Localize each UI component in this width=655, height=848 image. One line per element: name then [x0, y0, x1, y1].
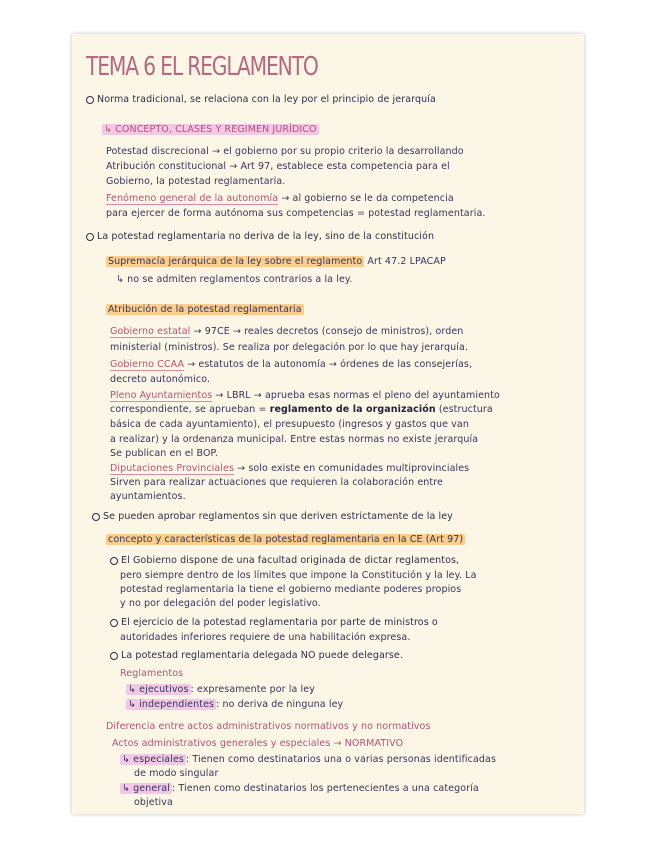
intro-text: Norma tradicional, se relaciona con la ley por el principio de jerarquía [97, 94, 436, 105]
note-line: ministerial (ministros). Se realiza por delegación por lo que hay jerarquía. [110, 342, 469, 353]
note-line: Reglamentos [120, 668, 184, 679]
note-text: : expresamente por la ley [190, 684, 315, 695]
note-text: Art 47.2 LPACAP [364, 256, 446, 267]
bullet-icon [86, 233, 94, 241]
note-line [110, 390, 500, 401]
page-title: TEMA 6 EL REGLAMENTO [86, 52, 318, 82]
subheading: Diferencia entre actos administrativos normativos y no normativos [106, 721, 431, 732]
bold-term: reglamento de la organización [269, 404, 436, 415]
note-line: Gobierno, la potestad reglamentaria. [106, 176, 286, 187]
note-line: Actos administrativos generales y especiales → NORMATIVO [112, 738, 404, 749]
note-text: → solo existe en comunidades multiprovinciales [234, 463, 470, 474]
note-text: : Tienen como destinatarios los pertenecientes a una categoría [172, 783, 479, 794]
note-line [110, 359, 472, 370]
bullet-icon [110, 652, 118, 660]
section-heading-text: ↳ CONCEPTO, CLASES Y REGIMEN JURÍDICO [104, 124, 317, 135]
bullet-line [92, 511, 453, 522]
note-line: autoridades inferiores requiere de una habilitación expresa. [120, 632, 411, 643]
note-line: para ejercer de forma autónoma sus competencias = potestad reglamentaria. [106, 208, 486, 219]
subheading [106, 534, 465, 545]
bullet-line [110, 650, 403, 661]
note-line [110, 326, 463, 337]
note-line [110, 404, 493, 415]
subheading [106, 304, 304, 315]
note-line [120, 783, 479, 794]
bullet-icon [110, 619, 118, 627]
bullet-line [110, 555, 459, 566]
note-line [106, 193, 454, 204]
note-text: (estructura [435, 404, 493, 415]
note-text: → al gobierno se le da competencia [278, 193, 454, 204]
bullet-icon [86, 96, 94, 104]
bullet-text: El Gobierno dispone de una facultad originada de dictar reglamentos, [121, 555, 460, 566]
bullet-text: El ejercicio de la potestad reglamentaria por parte de ministros o [121, 617, 438, 628]
bullet-text: La potestad reglamentaria delegada NO puede delegarse. [121, 650, 403, 661]
bullet-line [86, 231, 434, 242]
note-line [106, 256, 446, 267]
note-line: Se publican en el BOP. [110, 448, 219, 459]
highlighted-term: Supremacía jerárquica de la ley sobre el reglamento [108, 256, 363, 267]
bullet-text: La potestad reglamentaria no deriva de la ley, sino de la constitución [97, 231, 435, 242]
note-text: → estatutos de la autonomía → órdenes de las consejerías, [184, 359, 473, 370]
note-line: ↳ no se admiten reglamentos contrarios a la ley. [116, 274, 353, 285]
note-line [120, 754, 496, 765]
note-line: Potestad discrecional → el gobierno por su propio criterio la desarrollando [106, 146, 464, 157]
highlighted-term: ↳ independientes [128, 699, 215, 710]
highlighted-term: Gobierno estatal [110, 326, 191, 337]
note-text: : Tienen como destinatarios una o varias personas identificadas [185, 754, 496, 765]
subheading-text: Atribución de la potestad reglamentaria [108, 304, 302, 315]
note-line: pero siempre dentro de los límites que impone la Constitución y la ley. La [120, 570, 477, 581]
highlighted-term: Gobierno CCAA [110, 359, 185, 370]
highlighted-term: Fenómeno general de la autonomía [106, 193, 279, 204]
note-line: potestad reglamentaria la tiene el gobierno mediante poderes propios [120, 584, 462, 595]
note-line: y no por delegación del poder legislativo. [120, 598, 321, 609]
note-line: Sirven para realizar actuaciones que requieren la colaboración entre [110, 477, 443, 488]
note-text: → LBRL → aprueba esas normas el pleno del ayuntamiento [212, 390, 500, 401]
note-text: : no deriva de ninguna ley [216, 699, 344, 710]
note-line [126, 699, 343, 710]
highlighted-term: ↳ especiales [122, 754, 184, 765]
bullet-text: Se pueden aprobar reglamentos sin que deriven estrictamente de la ley [103, 511, 453, 522]
note-line: básica de cada ayuntamiento), el presupuesto (ingresos y gastos que van [110, 419, 469, 430]
highlighted-term: ↳ ejecutivos [128, 684, 189, 695]
highlighted-term: Diputaciones Provinciales [110, 463, 235, 474]
highlighted-term: Pleno Ayuntamientos [110, 390, 213, 401]
bullet-line [110, 617, 438, 628]
highlighted-term: ↳ general [122, 783, 170, 794]
note-line: decreto autonómico. [110, 374, 211, 385]
notebook-page [72, 34, 584, 814]
note-line: ayuntamientos. [110, 491, 186, 502]
intro-line [86, 94, 436, 105]
note-line: objetiva [134, 797, 173, 808]
note-line: Atribución constitucional → Art 97, establece esta competencia para el [106, 161, 450, 172]
bullet-icon [92, 513, 100, 521]
note-text: correspondiente, se aprueban = [110, 404, 270, 415]
subheading-text: concepto y características de la potestad reglamentaria en la CE (Art 97) [108, 534, 464, 545]
note-line: a realizar) y la ordenanza municipal. Entre estas normas no existe jerarquía [110, 434, 479, 445]
note-line [126, 684, 315, 695]
note-line [110, 463, 469, 474]
note-text: → 97CE → reales decretos (consejo de ministros), orden [190, 326, 464, 337]
section-heading-concepto [102, 124, 319, 135]
bullet-icon [110, 557, 118, 565]
note-line: de modo singular [134, 768, 219, 779]
